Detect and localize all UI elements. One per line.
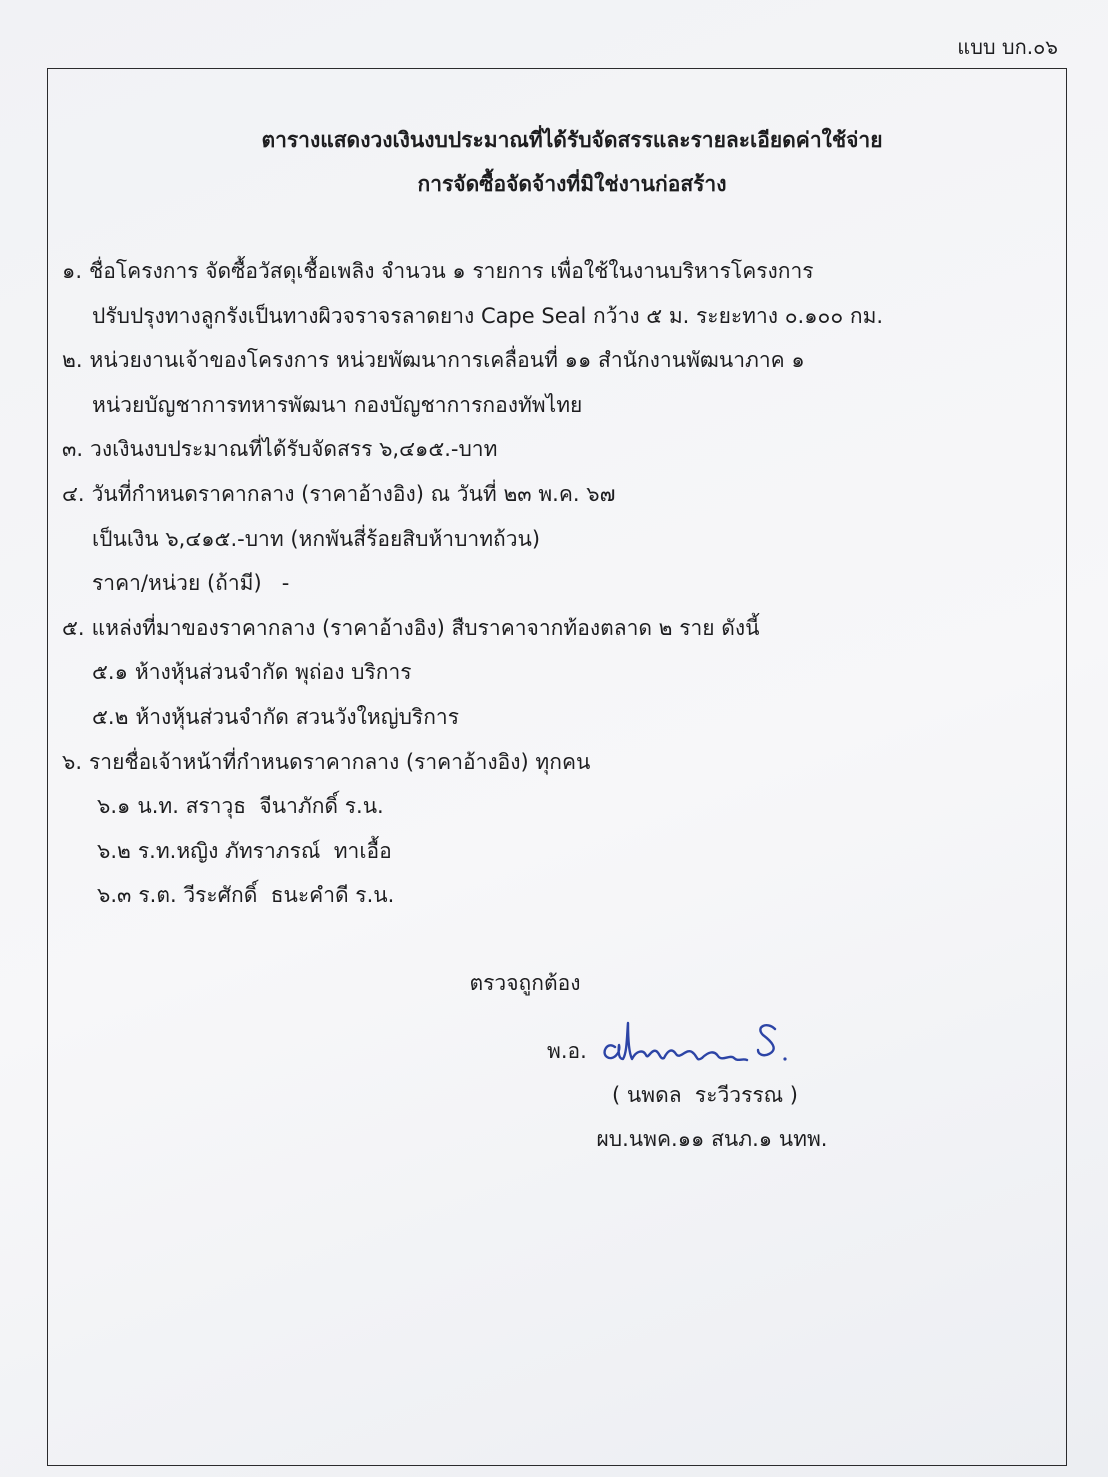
form-code: แบบ บก.๐๖ <box>957 35 1058 59</box>
item-line <box>62 740 1046 785</box>
item-number: ๓. <box>62 437 84 462</box>
item-line <box>62 338 1046 383</box>
signature-stroke <box>758 1025 775 1055</box>
item-owner-unit <box>62 338 1046 427</box>
signature-stroke <box>605 1023 747 1060</box>
item-line <box>62 427 1046 472</box>
signer-name: ( นพดล ระวีวรรณ ) <box>612 1083 798 1107</box>
subitem-number: ๖.๑ <box>97 794 131 819</box>
item-line <box>62 249 1046 294</box>
subitem-text: ห้างหุ้นส่วนจำกัด พุถ่อง บริการ <box>134 660 412 685</box>
item-number: ๖. <box>62 749 83 774</box>
title-line-2: การจัดซื้อจัดจ้างที่มิใช่งานก่อสร้าง <box>417 172 727 196</box>
item-text: ชื่อโครงการ จัดซื้อวัสดุเชื้อเพลิง จำนวน ๑ รายการ เพื่อใช้ในงานบริหารโครงการ <box>89 259 814 283</box>
subitem <box>62 829 1046 874</box>
item-budget <box>62 427 1046 472</box>
item-project-name <box>62 249 1046 338</box>
subitem <box>62 873 1046 918</box>
item-number: ๕. <box>62 615 85 640</box>
item-number: ๔. <box>62 481 85 506</box>
title-line-1: ตารางแสดงวงเงินงบประมาณที่ได้รับจัดสรรและรายละเอียดค่าใช้จ่าย <box>261 128 883 152</box>
signer-rank: พ.อ. <box>547 1039 587 1063</box>
signer-position: ผบ.นพค.๑๑ สนภ.๑ นทพ. <box>596 1127 828 1151</box>
item-continuation: เป็นเงิน ๖,๔๑๕.-บาท (หกพันสี่ร้อยสิบห้าบาทถ้วน) <box>92 526 541 551</box>
subitem-number: ๕.๒ <box>92 704 129 729</box>
item-continuation: ราคา/หน่วย (ถ้ามี) - <box>92 571 290 596</box>
item-reference-price-date <box>62 472 1046 606</box>
item-list <box>48 249 1066 918</box>
item-price-sources <box>62 606 1046 740</box>
subitem-number: ๖.๓ <box>97 883 132 908</box>
item-text: รายชื่อเจ้าหน้าที่กำหนดราคากลาง (ราคาอ้างอิง) ทุกคน <box>89 749 591 774</box>
item-continuation: ปรับปรุงทางลูกรังเป็นทางผิวจราจรลาดยาง Cape Seal กว้าง ๕ ม. ระยะทาง ๐.๑๐๐ กม. <box>92 303 884 328</box>
subitem-number: ๕.๑ <box>92 660 128 685</box>
subitem <box>62 650 1046 695</box>
handwritten-signature <box>599 1013 799 1077</box>
verification-label: ตรวจถูกต้อง <box>469 971 581 995</box>
item-text: แหล่งที่มาของราคากลาง (ราคาอ้างอิง) สืบราคาจากท้องตลาด ๒ ราย ดังนี้ <box>91 615 760 640</box>
subitem-text: ร.ท.หญิง ภัทราภรณ์ ทาเอื้อ <box>137 838 392 863</box>
item-officers <box>62 740 1046 918</box>
item-number: ๑. <box>62 259 83 283</box>
subitem-text: ร.ต. วีระศักดิ์ ธนะคำดี ร.น. <box>138 883 395 908</box>
subitem <box>62 784 1046 829</box>
item-text: วันที่กำหนดราคากลาง (ราคาอ้างอิง) ณ วันที่ ๒๓ พ.ค. ๖๗ <box>91 481 616 506</box>
item-text: วงเงินงบประมาณที่ได้รับจัดสรร ๖,๔๑๕.-บาท <box>90 437 498 462</box>
subitem <box>62 695 1046 740</box>
item-line <box>62 606 1046 651</box>
subitem-number: ๖.๒ <box>97 838 131 863</box>
item-continuation: หน่วยบัญชาการทหารพัฒนา กองบัญชาการกองทัพไทย <box>92 392 583 417</box>
item-text: หน่วยงานเจ้าของโครงการ หน่วยพัฒนาการเคลื่อนที่ ๑๑ สำนักงานพัฒนาภาค ๑ <box>89 348 805 373</box>
document-frame <box>47 68 1067 1466</box>
subitem-text: น.ท. สราวุธ จีนาภักดิ์ ร.น. <box>137 794 384 819</box>
document-title <box>48 118 1066 206</box>
item-line <box>62 472 1046 517</box>
subitem-text: ห้างหุ้นส่วนจำกัด สวนวังใหญ่บริการ <box>135 704 459 729</box>
signature-dot <box>783 1057 786 1060</box>
item-number: ๒. <box>62 348 83 373</box>
